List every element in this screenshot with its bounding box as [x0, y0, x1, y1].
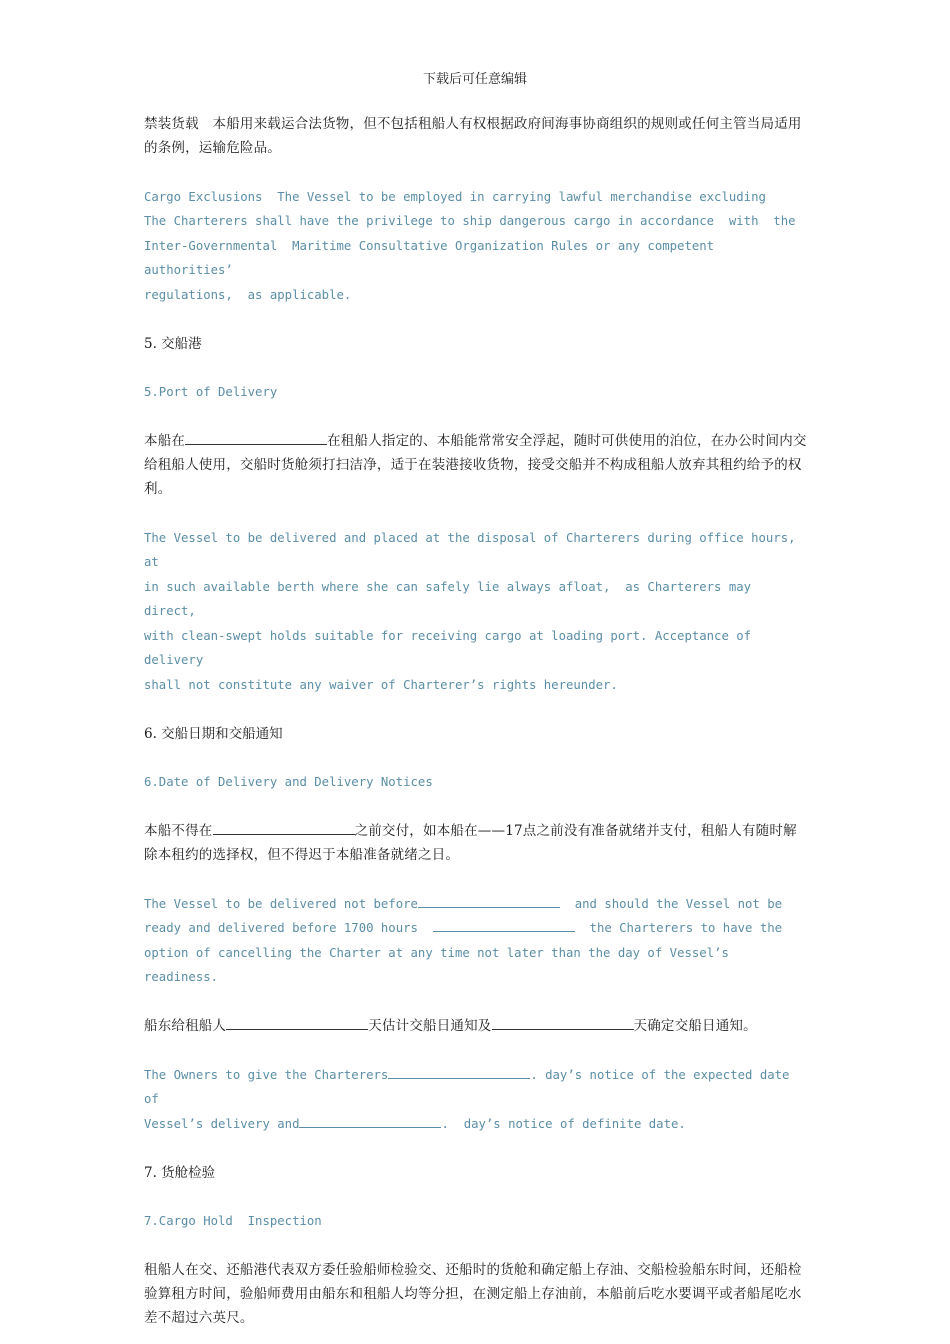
- section-5-heading-en: 5.Port of Delivery: [144, 385, 278, 399]
- section-5-en: [144, 526, 811, 698]
- en-line: with clean-swept holds suitable for receiving cargo at loading port. Acceptance of delivery: [144, 628, 759, 667]
- en-line: The Owners to give the Charterers . day’s notice of the expected date of: [144, 1063, 808, 1112]
- en-line: Inter-Governmental Maritime Consultative Organization Rules or any competent authorities’: [144, 238, 722, 277]
- blank-line: [388, 1065, 530, 1079]
- en-line: The Vessel to be delivered not before and should the Vessel not be: [144, 892, 808, 917]
- page-header: 下载后可任意编辑: [422, 72, 527, 87]
- section-6-heading-en: 6.Date of Delivery and Delivery Notices: [144, 775, 433, 789]
- en-line: in such available berth where she can safely lie always afloat, as Charterers may direct,: [144, 579, 759, 618]
- blank-line: [226, 1016, 368, 1030]
- blank-line: [185, 431, 327, 445]
- section-7-heading-en: 7.Cargo Hold Inspection: [144, 1214, 322, 1228]
- en-line: shall not constitute any waiver of Charterer’s rights hereunder.: [144, 677, 618, 692]
- en-line: ready and delivered before 1700 hours the Charterers to have the: [144, 916, 808, 941]
- cargo-exclusions-zh: 禁装货载 本船用来载运合法货物，但不包括租船人有权根据政府间海事协商组织的规则或任何主管当局适用的条例，运输危险品。: [144, 116, 802, 156]
- section-6-heading-zh: 6. 交船日期和交船通知: [144, 725, 283, 742]
- en-line: Vessel’s delivery and . day’s notice of definite date.: [144, 1112, 808, 1137]
- en-line: Cargo Exclusions The Vessel to be employed in carrying lawful merchandise excluding: [144, 189, 766, 204]
- blank-line: [492, 1016, 634, 1030]
- blank-line: [299, 1114, 441, 1128]
- en-line: option of cancelling the Charter at any time not later than the day of Vessel’s readiness.: [144, 945, 737, 984]
- en-line: The Vessel to be delivered and placed at the disposal of Charterers during office hours, at: [144, 530, 811, 569]
- section-7-zh: 租船人在交、还船港代表双方委任验船师检验交、还船时的货舱和确定船上存油、交船检验船东时间，还船检验算租方时间，验船师费用由船东和租船人均等分担，在测定船上存油前，本船前后吃水要调平或者船尾吃水差不超过六英尺。: [144, 1262, 802, 1326]
- section-5-zh: 本船在 在租船人指定的、本船能常常安全浮起，随时可供使用的泊位，在办公时间内交给租船人使用，交船时货舱须打扫洁净，适于在装港接收货物，接受交船并不构成租船人放弃其租约给予的权利。: [144, 433, 807, 497]
- section-5-heading-zh: 5. 交船港: [144, 335, 202, 352]
- en-line: regulations, as applicable.: [144, 287, 352, 302]
- cargo-exclusions-en: [144, 185, 808, 308]
- section-6-zh-2: 船东给租船人 天估计交船日通知及 天确定交船日通知。: [144, 1018, 757, 1034]
- section-6-en-1: [144, 892, 808, 990]
- section-7-heading-zh: 7. 货舱检验: [144, 1164, 216, 1181]
- document-body: [144, 112, 811, 1330]
- section-6-zh-1: 本船不得在 之前交付，如本船在——17点之前没有准备就绪并支付，租船人有随时解除本租约的选择权，但不得迟于本船准备就绪之日。: [144, 823, 797, 863]
- blank-line: [213, 821, 355, 835]
- blank-line: [418, 894, 560, 908]
- blank-line: [433, 918, 575, 932]
- section-6-en-2: [144, 1063, 808, 1137]
- en-line: The Charterers shall have the privilege to ship dangerous cargo in accordance with the: [144, 214, 796, 228]
